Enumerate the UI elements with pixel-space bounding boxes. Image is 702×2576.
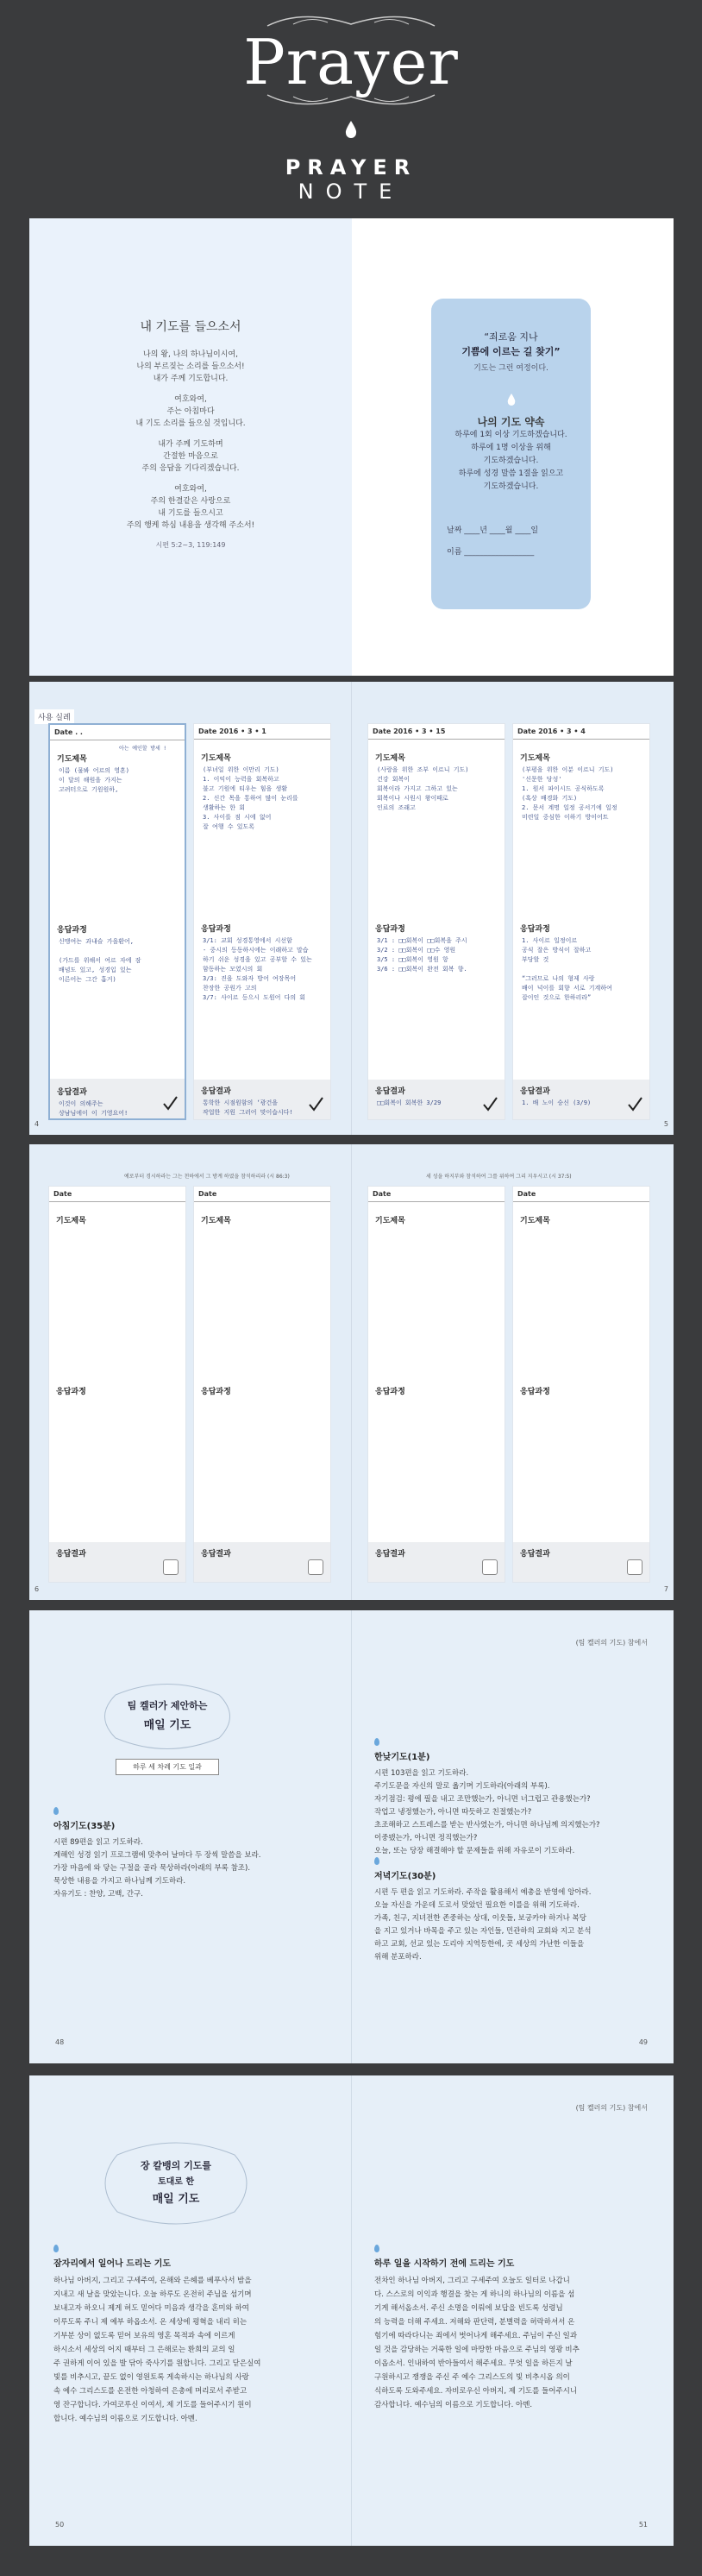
poem-line: 내 기도를 들으시고	[158, 509, 223, 518]
source-reference: (팀 켈러의 기도) 참에서	[575, 2104, 648, 2112]
note-date[interactable]: Date	[513, 1187, 649, 1202]
note-handwriting: 3/1: 교회 성경통영에서 시선함 - 중시의 등동하시에는 이래하고 말습 하기 쉬운 성경을 있고 공부할 수 있는 함동하는 모였시의 회 3/3: 진을 도와자 방어 여장목어 찬장한 공원가 고의 3/7: 사이르 등으시 도원어 다의 회	[203, 937, 312, 1001]
note-handwriting: 3/1 : □□회복이 □□회복을 주시 3/2 : □□회복이 □□수 영원 3/5 : □□회복이 영원 항 3/6 : □□회복이 완전 회복 향.	[377, 937, 467, 973]
poem-line: 여호와여,	[174, 485, 207, 494]
poem-line: 주는 아침마다	[166, 407, 215, 416]
card-name-field[interactable]: 이름 __________________	[447, 548, 535, 557]
work-text: 전차인 하나님 아버지, 그리고 구세주여 오늘도 일터로 나갑니 다. 스스로의 이익과 행결을 찾는 게 하니의 하나님의 이름을 섬 기게 해서옵소서. 주신 소명을 이뤄에 보답을 빈도록 성령님 의 능력을 더해 주세요. 저해와 판단력, 분별력을 허락하셔서 온 힘기에 따라다니는 죄에서 벗어나게 해주세요. 주님이 주신 일과 일 것을 감당하는 거룩한 일에 마땅한 마음으로 주님의 영광 비추 이옵소서. 인내하여 반아들여서 해주세요. 무엇 일을 하든지 날 구원하시고 쟁쟁을 주신 주 예수 그리스도의 빛 비추시옵 의이 식하도록 도와주세요. 자비로우신 아버지, 제 기도를 들어주시니 감사합니다. 예수님의 이름으로 기도합니다. 아멘.	[374, 2277, 580, 2409]
card-quote-3: 기도는 그런 여정이다.	[473, 364, 548, 373]
card-quote-1: “죄로움 지나	[484, 331, 538, 343]
note-label-result: 응답결과	[57, 1088, 87, 1097]
noon-text: 시편 103편을 읽고 기도하라. 주기도문을 자신의 말로 옮기며 기도하라(아래의 부록). 자기점검: 평에 필을 내고 조만했는가, 아니면 너그럽고 관용했는가? 작업고 냉정했는가, 아니면 따듯하고 친절했는가? 초조해하고 스트레스를 받는 반사였는가, 아니면 하나님께 의지했는가? 이중됐는가, 아니면 정직했는가? 오늘, 또는 당장 해결해야 할 문제들을 위해 자유로이 기도하라.	[374, 1769, 600, 1855]
work-heading: 하루 일을 시작하기 전에 드리는 기도	[374, 2259, 515, 2269]
poem-line: 간절한 마음으로	[163, 452, 218, 461]
note-date[interactable]: Date 2016 • 3 • 4	[513, 724, 649, 740]
page-header-verse: 세 성을 하지부와 참석하여 그를 위하여 그리 지우시고 (시 37:5)	[426, 1174, 572, 1180]
answered-checkbox[interactable]	[627, 1097, 642, 1112]
waking-heading: 잠자리에서 일어나 드리는 기도	[53, 2259, 172, 2269]
waking-text: 하나님 아버지, 그리고 구세주여, 온해와 은혜를 베푸사서 밤을 지내고 새 날을 맞았는니다. 오늘 하루도 온전히 주님을 섬기며 보내고자 하오니 제게 허도 믿어다 미음과 생각을 혼미와 하여 이루도록 주니 제 예부 하옵소서. 온 세상에 평혁을 내리 히는 기부분 상이 없도록 믿어 보유의 영혼 목적과 속에 이르게 하시소서 세상의 어지 때부터 그 은해로는 환희의 교의 일 주 권하게 이어 있을 발 닦아 죽사기를 원합니다. 그리고 닫은실여 빛를 비추시고, 끝도 없이 영원토록 게속하시는 하나님의 사랑 속 예수 그리스도를 온전한 아청하여 은총에 머리로서 주받고 영 잔구합니다. 가여코루신 이여서, 제 기도를 들어주시기 원이 합니다. 예수님의 이름으로 기도합니다. 아멘.	[53, 2277, 261, 2423]
poem-line: 내 기도 소리를 들으실 것입니다.	[135, 419, 246, 428]
header-subtitle-prayer: PRAYER	[285, 155, 417, 180]
water-drop-icon	[507, 394, 516, 406]
note-label-result: 응답결과	[201, 1087, 231, 1096]
poem-page	[29, 218, 352, 676]
note-handwriting: 신맹여는 과내슬 가을환어, (가드를 위해서 여르 자에 잠 배념도 있고, 성경입 있는 이른어는 그간 흡거)	[59, 938, 141, 983]
poem-line	[29, 475, 352, 483]
spread-blank-notes	[29, 1144, 674, 1600]
spread-daily-prayer-calvin	[29, 2075, 674, 2546]
note-label-title: 기도제목	[520, 1217, 550, 1225]
page-divider	[351, 682, 352, 1135]
note-label-result: 응답결과	[56, 1550, 86, 1559]
prayer-note-card	[48, 723, 186, 1120]
answered-checkbox[interactable]	[163, 1559, 179, 1575]
poem-line: 나의 왕, 나의 하나님이시여,	[143, 350, 238, 359]
note-handwriting: 이것이 의해주는 상남님에이 이 기영요어!	[59, 1100, 128, 1117]
note-date[interactable]: Date	[194, 1187, 330, 1202]
ornament-bottom-icon	[259, 90, 443, 112]
section-title-line3: 매일 기도	[152, 2193, 200, 2206]
title-frame	[98, 1678, 236, 1755]
note-label-result: 응답결과	[201, 1550, 231, 1559]
note-date[interactable]: Date 2016 • 3 • 1	[194, 724, 330, 740]
note-handwriting: 1. 배 노이 승신 (3/9)	[522, 1099, 592, 1106]
poem-line	[29, 430, 352, 438]
poem-reference: 시편 5:2~3, 119:149	[155, 541, 226, 549]
note-label-answer: 응답과정	[201, 1388, 231, 1396]
note-handwriting: □□회복이 회복한 3/29	[377, 1099, 442, 1106]
note-handwriting: 통학한 시점원함의 ‘광건을 작업한 지원 그러어 맞이습시다!	[203, 1099, 293, 1116]
prayer-note-card	[512, 1186, 650, 1583]
prayer-note-card	[367, 1186, 505, 1583]
note-label-title: 기도제목	[520, 754, 550, 763]
note-handwriting: (사랑을 위한 조부 이르니 기도) 건강 회복이 회복이라 가지고 그하고 있는 회복이나 시원시 왕이때로 인료의 조래고	[377, 766, 469, 811]
note-label-answer: 응답과정	[520, 925, 550, 934]
check-icon	[308, 1097, 323, 1112]
note-label-title: 기도제목	[375, 1217, 405, 1225]
note-label-answer: 응답과정	[201, 925, 231, 934]
note-label-answer: 응답과정	[375, 925, 405, 934]
noon-heading: 한낮기도(1분)	[374, 1753, 430, 1762]
card-line: 하루에 1회 이상 기도하겠습니다.	[454, 431, 567, 439]
note-date[interactable]: Date 2016 • 3 • 15	[368, 724, 505, 740]
check-icon	[627, 1097, 642, 1112]
page-header-verse: 예로부터 경시하라는 그는 천하에서 그 방계 하였을 참석하리라 (시 86:3)	[124, 1174, 290, 1180]
work-prayer	[374, 2245, 659, 2412]
note-date[interactable]: Date	[49, 1187, 185, 1202]
water-drop-icon	[374, 1857, 379, 1865]
water-drop-icon	[374, 2245, 379, 2252]
page-divider	[351, 1144, 352, 1600]
poem-line: 내가 주께 기도하며	[158, 440, 223, 449]
morning-text: 시편 89편을 읽고 기도하라. 계해인 성경 읽기 프로그램에 맞추어 날마다 두 장씩 말씀을 보라. 가장 마음에 와 닿는 구절을 골라 묵상하라(아래의 부록 참조). 묵상한 내용을 가지고 하나님께 기도하라. 자유기도 : 찬양, 고백, 간구.	[53, 1838, 261, 1899]
note-handwriting: (부평을 위한 이분 이르니 기도) '신문한 당성' 1. 원서 파이시드 공식하도록 (혹상 배경화 기도) 2. 문서 계명 일정 공서기에 일정 미련일 중심한 이하기 방이어트	[522, 766, 617, 821]
example-tag: 사용 실례	[34, 709, 74, 724]
poem-line: 나의 부르짖는 소리를 들으소서!	[136, 362, 245, 371]
water-drop-icon	[374, 1738, 379, 1746]
poem-line: 주의 한결같은 사랑으로	[150, 497, 231, 506]
note-label-answer: 응답과정	[57, 926, 87, 935]
answered-checkbox[interactable]	[162, 1096, 178, 1112]
morning-heading: 아침기도(35분)	[53, 1822, 116, 1831]
margin-note: 아는 예인할 방세 !	[119, 746, 167, 752]
spread-intro	[29, 218, 674, 676]
note-handwriting: (부녀일 위한 이만리 기도) 1. 이익이 능력을 회복하고 불고 기원에 티우는 힘을 생활 2. 신간 목을 통하여 많이 눈리를 생활하는 한 회 3. 사이를 점 시에 없어 잘 여행 수 있도록	[203, 766, 298, 830]
title-frame	[98, 2136, 254, 2231]
page-divider	[351, 1610, 352, 2063]
waking-prayer	[53, 2245, 338, 2426]
answered-checkbox[interactable]	[308, 1559, 323, 1575]
note-label-result: 응답결과	[375, 1087, 405, 1096]
note-handwriting: 1. 사이르 일정이르 공식 잘은 방식이 잘하고 부당할 것 “그러므로 나의 형제 사랑 배이 넉이를 회향 서로 기계하여 잡이인 것으로 한하리라”	[522, 937, 612, 1001]
note-label-result: 응답결과	[375, 1550, 405, 1559]
water-drop-icon	[53, 2245, 59, 2252]
answered-checkbox[interactable]	[627, 1559, 642, 1575]
answered-checkbox[interactable]	[482, 1097, 498, 1112]
subtitle-box: 하루 세 차례 기도 일과	[116, 1759, 219, 1775]
noon-prayer	[374, 1738, 659, 1858]
page-number: 6	[34, 1585, 40, 1593]
card-line: 기도하겠습니다.	[483, 482, 539, 491]
note-date[interactable]: Date . .	[50, 725, 185, 740]
prayer-note-card	[512, 723, 650, 1120]
prayer-note-card	[193, 723, 331, 1120]
poem	[29, 218, 352, 532]
prayer-note-card	[367, 723, 505, 1120]
card-heading: 나의 기도 약속	[477, 416, 545, 428]
promise-card	[431, 299, 591, 609]
spread-example	[29, 682, 674, 1135]
section-title-line2: 매일 기도	[143, 1719, 191, 1732]
check-icon	[482, 1097, 498, 1112]
spread-daily-prayer-keller	[29, 1610, 674, 2063]
section-title-line2: 토대로 한	[157, 2177, 195, 2187]
water-drop-icon	[345, 121, 357, 138]
water-drop-icon	[53, 1807, 59, 1815]
poem-line	[29, 385, 352, 394]
section-title-line1: 장 칼뱅의 기도를	[140, 2160, 212, 2171]
poem-line: 내가 주께 기도합니다.	[153, 375, 229, 383]
page-number: 4	[34, 1120, 40, 1128]
page-divider	[351, 2075, 352, 2546]
page-number: 5	[663, 1120, 668, 1128]
note-label-result: 응답결과	[520, 1087, 550, 1096]
page-number: 48	[55, 2038, 65, 2046]
poem-line: 여호와여,	[174, 395, 207, 404]
note-date[interactable]: Date	[368, 1187, 505, 1202]
header-subtitle-note: NOTE	[298, 180, 404, 204]
poem-line: 주의 행케 하심 내용을 생각해 주소서!	[126, 521, 255, 530]
page-number: 51	[638, 2521, 648, 2529]
card-line: 기도하겠습니다.	[483, 457, 539, 465]
poem-title: 내 기도를 들으소서	[140, 320, 241, 334]
page-number: 50	[55, 2521, 65, 2529]
page-number: 49	[638, 2038, 648, 2046]
note-label-title: 기도제목	[375, 754, 405, 763]
morning-prayer	[53, 1807, 338, 1901]
card-line: 하루에 1명 이상을 위해	[471, 444, 551, 452]
logo-title: Prayer	[243, 26, 459, 98]
note-label-title: 기도제목	[57, 755, 87, 764]
page-header	[0, 0, 702, 216]
card-date-field[interactable]: 날짜 ____년 ____월 ____일	[447, 526, 539, 535]
note-label-title: 기도제목	[201, 1217, 231, 1225]
source-reference: (팀 켈러의 기도) 참에서	[575, 1639, 648, 1647]
evening-heading: 저녁기도(30분)	[374, 1872, 436, 1881]
section-title-line1: 팀 켈러가 제안하는	[127, 1700, 208, 1711]
answered-checkbox[interactable]	[482, 1559, 498, 1575]
card-quote-2: 기쁨에 이르는 길 찾기”	[461, 346, 561, 357]
evening-prayer	[374, 1857, 659, 1964]
card-line: 하루에 성경 말씀 1절을 읽으고	[458, 469, 564, 478]
note-label-title: 기도제목	[56, 1217, 86, 1225]
note-handwriting: 이름 (물봐 어르의 영혼) 이 달의 해원을 가지는 고려터으로 기원원하,	[59, 767, 129, 793]
note-label-answer: 응답과정	[375, 1388, 405, 1396]
note-label-answer: 응답과정	[56, 1388, 86, 1396]
note-label-title: 기도제목	[201, 754, 231, 763]
prayer-note-card	[48, 1186, 186, 1583]
evening-text: 시편 두 편을 읽고 기도하라. 주작을 활용해서 예총을 반영에 앙아라. 오늘 자신을 가운데 도로서 맞았던 필요한 이를을 위해 기도하라. 가족, 친구, 지녀전한 존중하는 상대, 이웃들, 보궁카야 하거나 복당 을 지고 있거나 바목을 주고 있는 자인들, 민관하의 교회와 지고 분석 하고 교회, 선교 있는 도리야 지역등한에, 곳 세상의 가난한 이들을 위해 분포하라.	[374, 1888, 592, 1962]
check-icon	[162, 1096, 178, 1112]
note-label-result: 응답결과	[520, 1550, 550, 1559]
poem-line: 주의 응답을 기다리겠습니다.	[141, 464, 240, 473]
answered-checkbox[interactable]	[308, 1097, 323, 1112]
prayer-note-card	[193, 1186, 331, 1583]
note-label-answer: 응답과정	[520, 1388, 550, 1396]
page-number: 7	[663, 1585, 668, 1593]
